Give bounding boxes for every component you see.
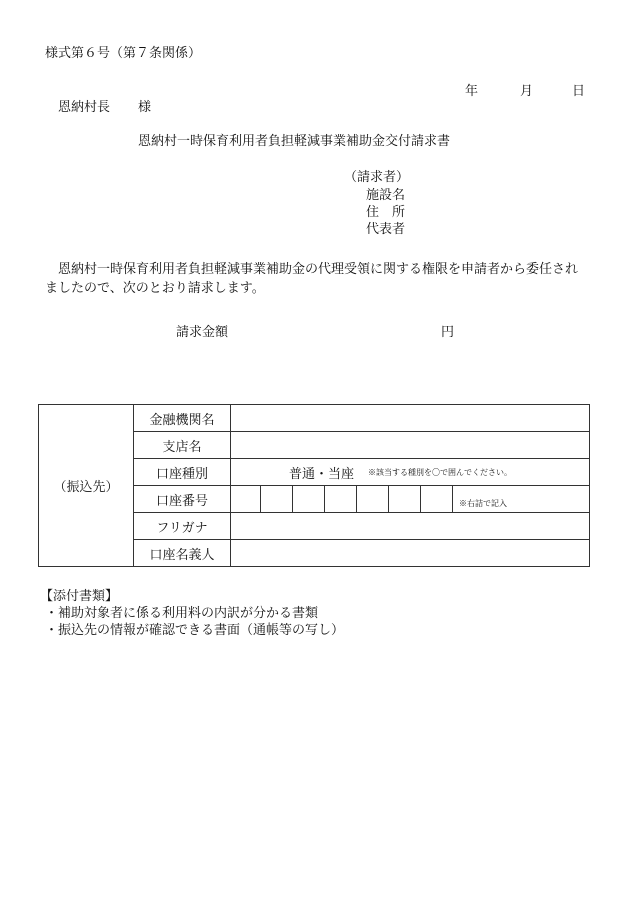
date-year: 年 <box>465 84 479 99</box>
institution-label: 金融機関名 <box>134 405 231 432</box>
institution-field[interactable] <box>231 405 590 432</box>
addressee <box>58 101 151 114</box>
table-row <box>39 405 590 432</box>
branch-label: 支店名 <box>134 432 231 459</box>
transfer-group-label: （振込先） <box>39 405 134 567</box>
requester-facility-name: 施設名 <box>366 188 406 203</box>
account-type-label: 口座種別 <box>134 459 231 486</box>
amount-label: 請求金額 <box>176 325 229 340</box>
attachment-item: ・補助対象者に係る利用料の内訳が分かる書類 <box>45 606 319 621</box>
account-digit-box[interactable] <box>357 486 389 512</box>
furigana-field[interactable] <box>231 513 590 540</box>
branch-field[interactable] <box>231 432 590 459</box>
account-digit-box[interactable] <box>261 486 293 512</box>
account-type-note: ※該当する種別を〇で囲んでください。 <box>368 467 513 477</box>
account-number-note: ※右詰で記入 <box>459 499 507 508</box>
account-type-field[interactable] <box>231 459 590 486</box>
document-title: 恩納村一時保育利用者負担軽減事業補助金交付請求書 <box>138 134 451 149</box>
account-digit-box[interactable] <box>231 486 261 512</box>
date-day: 日 <box>572 84 586 99</box>
amount-unit: 円 <box>441 325 455 340</box>
account-digit-box[interactable] <box>389 486 421 512</box>
form-number: 様式第６号（第７条関係） <box>45 46 202 61</box>
account-digit-box[interactable] <box>421 486 453 512</box>
bank-transfer-table <box>38 404 590 567</box>
requester-label: （請求者） <box>344 170 410 185</box>
request-statement: 恩納村一時保育利用者負担軽減事業補助金の代理受領に関する権限を申請者から委任されましたので、次のとおり請求します。 <box>45 262 579 296</box>
account-digit-box[interactable] <box>293 486 325 512</box>
account-number-field[interactable] <box>231 486 590 513</box>
requester-representative: 代表者 <box>366 222 406 237</box>
account-number-label: 口座番号 <box>134 486 231 513</box>
account-holder-field[interactable] <box>231 540 590 567</box>
attachments-title: 【添付書類】 <box>40 589 119 604</box>
date-month: 月 <box>520 84 534 99</box>
requester-address: 住 所 <box>366 205 406 220</box>
account-holder-label: 口座名義人 <box>134 540 231 567</box>
attachment-item: ・振込先の情報が確認できる書面（通帳等の写し） <box>45 623 345 638</box>
addressee-name: 恩納村長 <box>58 100 111 115</box>
furigana-label: フリガナ <box>134 513 231 540</box>
addressee-honorific: 様 <box>138 100 152 115</box>
account-type-options[interactable]: 普通・当座 <box>289 466 355 482</box>
account-digit-box[interactable] <box>325 486 357 512</box>
